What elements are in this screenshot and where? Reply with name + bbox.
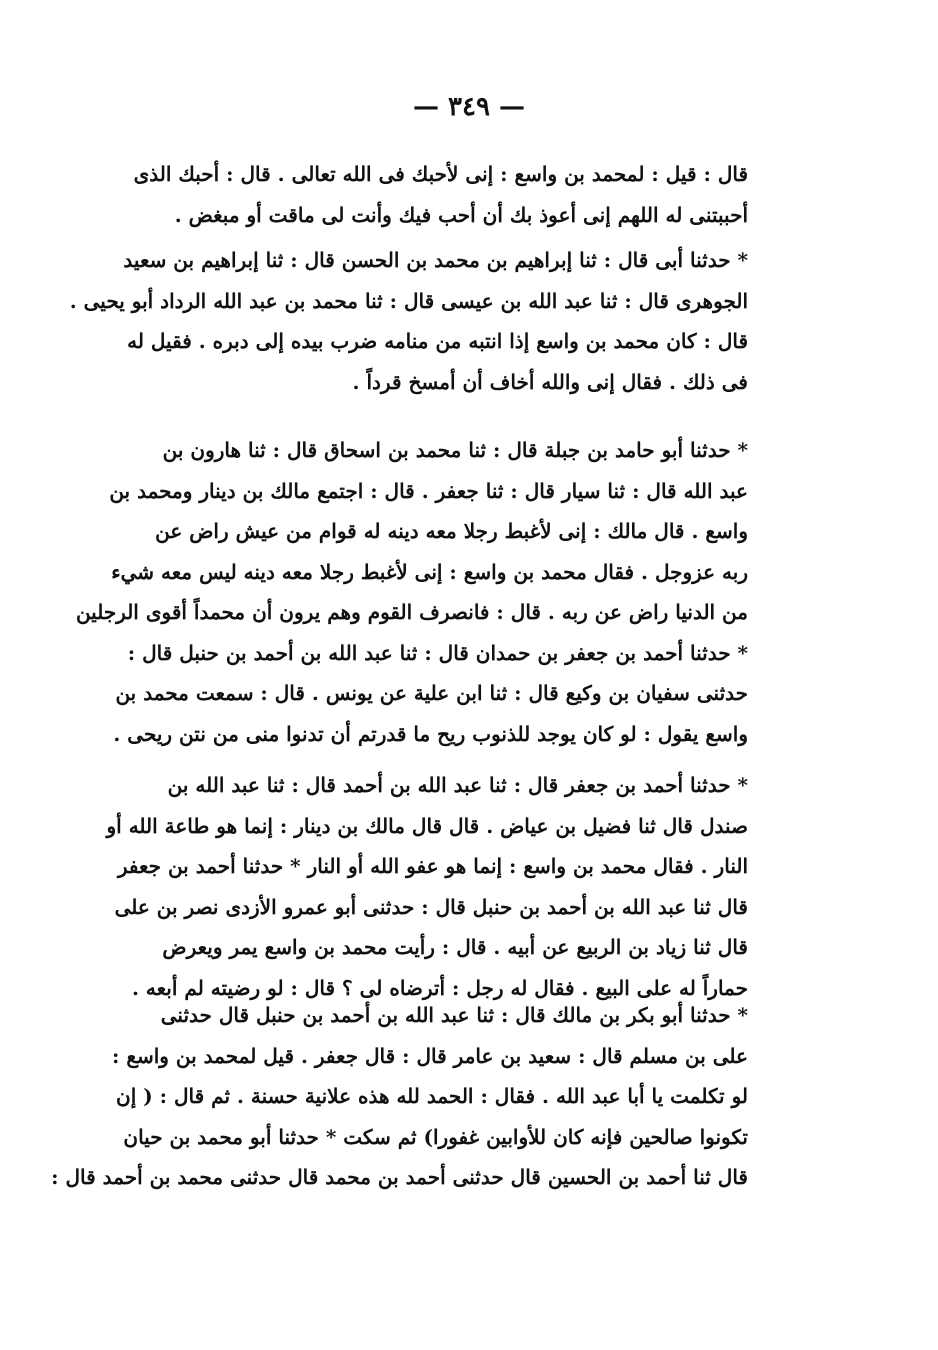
text-line: فى ذلك . فقال إنى والله أخاف أن أمسخ قرداً . [352, 369, 748, 394]
text-line: * حدثنا أبو بكر بن مالك قال : ثنا عبد الله بن أحمد بن حنبل قال حدثنى [160, 1003, 748, 1027]
text-line: ربه عزوجل . فقال محمد بن واسع : إنى لأغبط رجلا معه دينه ليس معه شيء [111, 559, 748, 584]
text-line: على بن مسلم قال : سعيد بن عامر قال : قال جعفر . قيل لمحمد بن واسع : [112, 1043, 748, 1068]
text-line: * حدثنا أحمد بن جعفر بن حمدان قال : ثنا عبد الله بن أحمد بن حنبل قال : [127, 640, 748, 665]
text-line: قال ثنا أحمد بن الحسين قال حدثنى أحمد بن محمد قال حدثنى محمد بن أحمد قال : [51, 1165, 748, 1189]
paragraph-1 [133, 154, 748, 235]
text-line: * حدثنا أبى قال : ثنا إبراهيم بن محمد بن الحسن قال : ثنا إبراهيم بن سعيد [123, 248, 748, 272]
text-line: واسع يقول : لو كان يوجد للذنوب ريح ما قدرتم أن تدنوا منى من نتن ريحى . [113, 721, 748, 746]
text-line: النار . فقال محمد بن واسع : إنما هو عفو الله أو النار * حدثنا أحمد بن جعفر [117, 854, 748, 878]
text-line: قال : قيل : لمحمد بن واسع : إنى لأحبك فى الله تعالى . قال : أحبك الذى [133, 162, 748, 186]
paragraph-2 [69, 240, 748, 402]
text-line: * حدثنا أبو حامد بن جبلة قال : ثنا محمد بن اسحاق قال : ثنا هارون بن [162, 438, 748, 462]
text-line: الجوهرى قال : ثنا عبد الله بن عيسى قال : ثنا محمد بن عبد الله الرداد أبو يحيى . [69, 288, 748, 313]
text-line: أحببتنى له اللهم إنى أعوذ بك أن أحب فيك وأنت لى ماقت أو مبغض . [174, 202, 748, 227]
text-line: قال ثنا عبد الله بن أحمد بن حنبل قال : حدثنى أبو عمرو الأزدى نصر بن على [114, 894, 748, 919]
text-line: واسع . قال مالك : إنى لأغبط رجلا معه دينه له قوام من عيش راض عن [155, 519, 748, 543]
text-line: من الدنيا راض عن ربه . قال : فانصرف القوم وهم يرون أن محمداً أقوى الرجلين [75, 600, 748, 624]
text-line: صندل قال ثنا فضيل بن عياض . قال قال مالك بن دينار : إنما هو طاعة الله أو [106, 813, 748, 838]
text-line: عبد الله قال : ثنا سيار قال : ثنا جعفر . قال : اجتمع مالك بن دينار ومحمد بن [109, 478, 748, 503]
text-line: * حدثنا أحمد بن جعفر قال : ثنا عبد الله بن أحمد قال : ثنا عبد الله بن [167, 773, 748, 797]
text-line: تكونوا صالحين فإنه كان للأوابين غفورا) ثم سكت * حدثنا أبو محمد بن حيان [123, 1124, 748, 1149]
text-line: حماراً له على البيع . فقال له رجل : أترضاه لى ؟ قال : لو رضيته لم أبعه . [132, 975, 748, 1000]
page-number: — ٣٤٩ — [412, 92, 526, 122]
paragraph-4 [106, 765, 748, 1008]
text-line: حدثنى سفيان بن وكيع قال : ثنا ابن علية عن يونس . قال : سمعت محمد بن [115, 681, 748, 705]
text-line: لو تكلمت يا أبا عبد الله . فقال : الحمد لله هذه علانية حسنة . ثم قال : ( إن [116, 1084, 748, 1108]
text-line: قال ثنا زياد بن الربيع عن أبيه . قال : رأيت محمد بن واسع يمر ويعرض [162, 935, 748, 959]
paragraph-5 [51, 995, 748, 1198]
text-line: قال : كان محمد بن واسع إذا انتبه من منامه ضرب بيده إلى دبره . فقيل له [127, 329, 748, 353]
paragraph-3 [75, 430, 748, 754]
